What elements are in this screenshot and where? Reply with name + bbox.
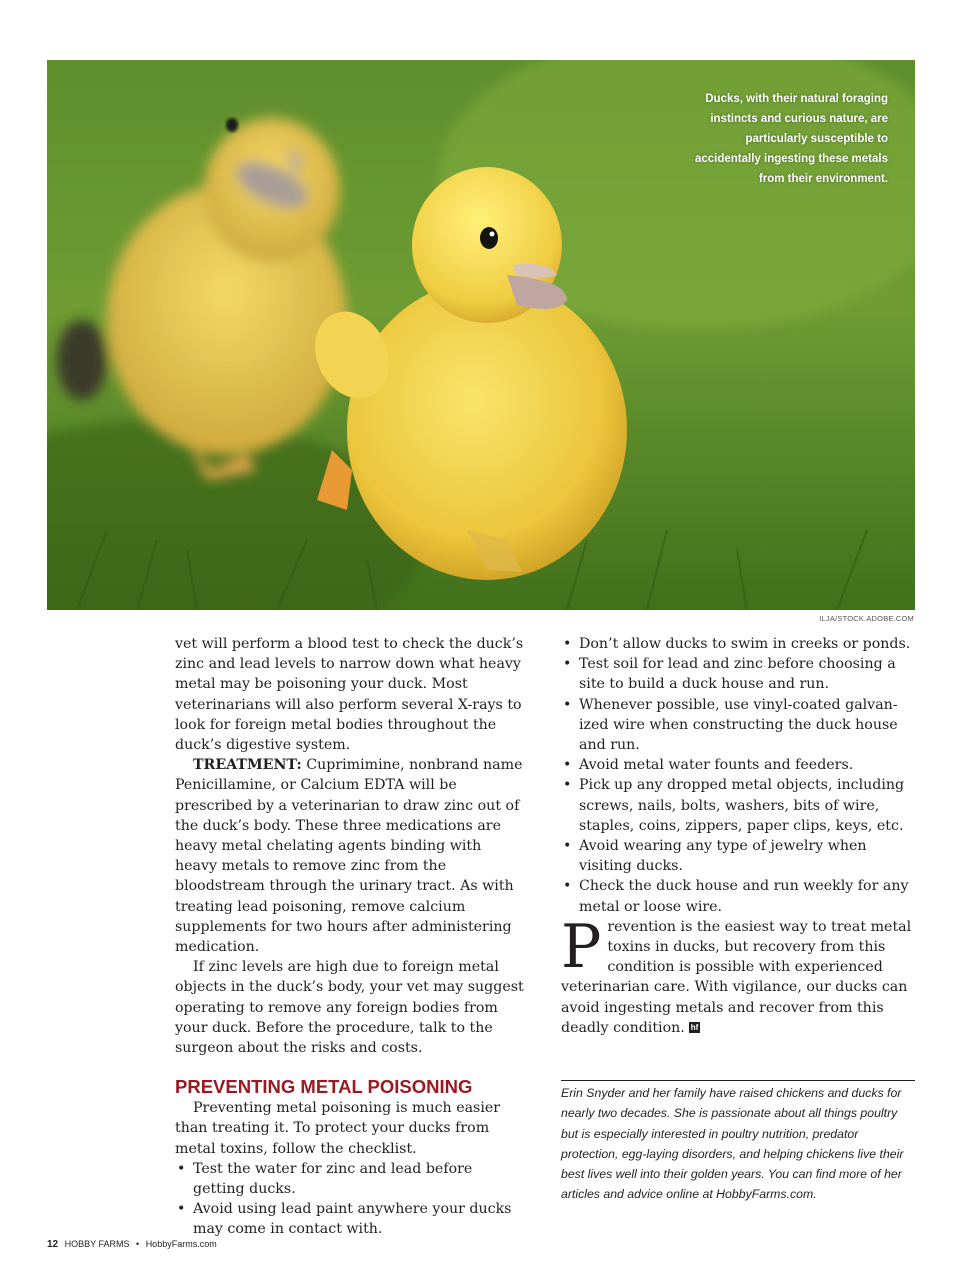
author-bio: Erin Snyder and her family have raised chickens and ducks for nearly two decades. She is passionate about all things poultry but is especially interested in poultry nutrition, predator protection, egg-laying disorders, and helping chickens live their best lives well into their golden years. You can find more of her articles and advice online at HobbyFarms.com.: [561, 1080, 915, 1205]
checklist-item: • Avoid using lead paint anywhere your ducks may come in contact with.: [175, 1199, 527, 1239]
magazine-name: HOBBY FARMS: [64, 1239, 130, 1249]
checklist-item: • Pick up any dropped metal objects, including screws, nails, bolts, washers, bits of wire, staples, coins, zippers, paper clips, keys, etc.: [561, 775, 915, 836]
article-right-column: [561, 634, 915, 1038]
checklist-item: • Whenever possible, use vinyl-coated galvanized wire when constructing the duck house and run.: [561, 695, 915, 756]
checklist-item: • Test the water for zinc and lead before getting ducks.: [175, 1159, 527, 1199]
footer-separator: •: [136, 1239, 140, 1249]
conclusion-paragraph: [561, 911, 915, 1038]
checklist-continued: [561, 634, 915, 917]
body-paragraph: Preventing metal poisoning is much easier than treating it. To protect your ducks from metal toxins, follow the checklist.: [175, 1100, 501, 1157]
body-paragraph: vet will perform a blood test to check the duck’s zinc and lead levels to narrow down what heavy metal may be poisoning your duck. Most veterinarians will also perform several X-rays to look for foreign metal bodies throughout the duck’s digestive system.: [175, 636, 524, 754]
treatment-label: TREATMENT:: [193, 757, 302, 774]
checklist-item: • Avoid wearing any type of jewelry when visiting ducks.: [561, 836, 915, 876]
drop-cap: P: [561, 911, 602, 982]
body-paragraph: If zinc levels are high due to foreign metal objects in the duck’s body, your vet may suggest operating to remove any foreign bodies from your duck. Before the procedure, talk to the surgeon about the risks and costs.: [175, 959, 524, 1057]
checklist-item: • Check the duck house and run weekly for any metal or loose wire.: [561, 876, 915, 916]
checklist-item: • Don’t allow ducks to swim in creeks or ponds.: [561, 634, 915, 654]
checklist: [175, 1159, 527, 1240]
page-number: 12: [47, 1239, 59, 1250]
article-left-column: [175, 634, 527, 1240]
treatment-text: Cuprimimine, nonbrand name Penicillamine, or Calcium EDTA will be prescribed by a veterinarian to draw zinc out of the duck’s body. These three medications are heavy metal chelating agents binding with heavy metals to remove zinc from the bloodstream through the urinary tract. As with treating lead poisoning, remove calcium supplements for two hours after administering medication.: [175, 757, 523, 956]
website: HobbyFarms.com: [145, 1239, 217, 1249]
checklist-item: • Avoid metal water founts and feeders.: [561, 755, 915, 775]
section-heading: PREVENTING METAL POISONING: [175, 1076, 473, 1098]
photo-credit: ILJA/STOCK.ADOBE.COM: [819, 614, 914, 623]
conclusion-text: revention is the easiest way to treat metal toxins in ducks, but recovery from this condition is possible with experienced veterinarian care. With vigilance, our ducks can avoid ingesting metals and recover from this deadly condition.: [561, 918, 912, 1036]
duckling-photo: [47, 60, 915, 610]
hf-end-mark-icon: hf: [690, 1022, 699, 1032]
treatment-paragraph: [175, 755, 527, 957]
page-footer: [47, 1239, 217, 1250]
photo-caption: Ducks, with their natural foraging instincts and curious nature, are particularly susceptible to accidentally ingesting these metals from their environment.: [694, 93, 888, 185]
checklist-item: • Test soil for lead and zinc before choosing a site to build a duck house and run.: [561, 654, 915, 694]
